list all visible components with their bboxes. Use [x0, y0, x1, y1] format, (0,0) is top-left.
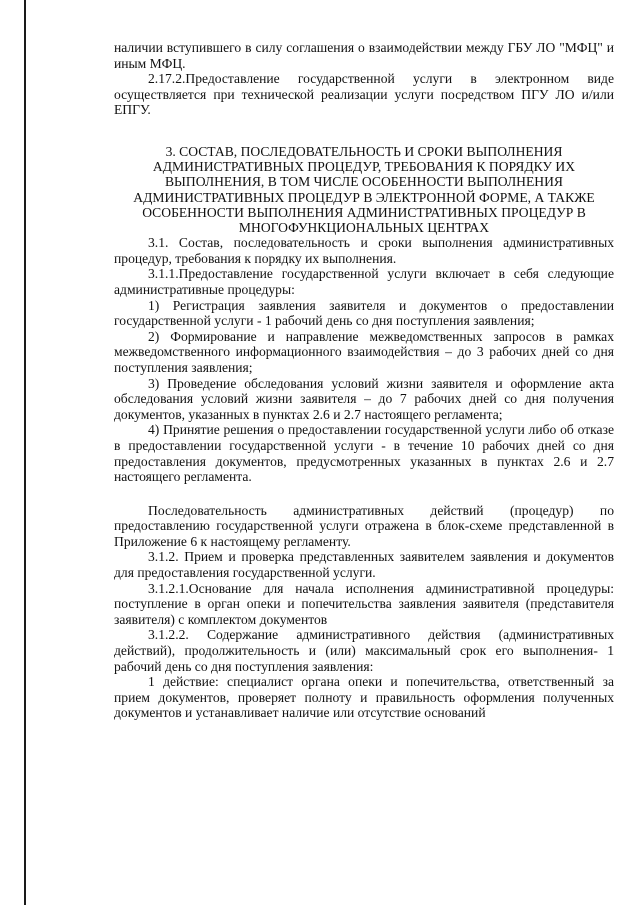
procedure-item-2: 2) Формирование и направление межведомственных запросов в рамках межведомственного информационного взаимодействия – до 3 рабочих дней со дня поступления заявления; — [114, 328, 614, 375]
paragraph-action-1: 1 действие: специалист органа опеки и попечительства, ответственный за прием документов, проверяет полноту и правильность оформления полученных документов и устанавливает наличие или отсутствие оснований — [114, 674, 614, 721]
paragraph-3-1-1: 3.1.1.Предоставление государственной услуги включает в себя следующие административные процедуры: — [114, 266, 614, 297]
paragraph-3-1-2-1: 3.1.2.1.Основание для начала исполнения административной процедуры: поступление в орган опеки и попечительства заявления заявителя (представителя заявителя) с комплектом документов — [114, 580, 614, 627]
section-heading: 3. СОСТАВ, ПОСЛЕДОВАТЕЛЬНОСТЬ И СРОКИ ВЫПОЛНЕНИЯ АДМИНИСТРАТИВНЫХ ПРОЦЕДУР, ТРЕБОВАНИЯ К ПОРЯДКУ ИХ ВЫПОЛНЕНИЯ, В ТОМ ЧИСЛЕ ОСОБЕННОСТИ ВЫПОЛНЕНИЯ АДМИНИСТРАТИВНЫХ ПРОЦЕДУР В ЭЛЕКТРОННОЙ ФОРМЕ, А ТАКЖЕ ОСОБЕННОСТИ ВЫПОЛНЕНИЯ АДМИНИСТРАТИВНЫХ ПРОЦЕДУР В МНОГОФУНКЦИОНАЛЬНЫХ ЦЕНТРАХ — [133, 143, 595, 235]
paragraph-sequence: Последовательность административных действий (процедур) по предоставлению государственной услуги отражена в блок-схеме представленной в Приложение 6 к настоящему регламенту. — [114, 502, 614, 549]
procedure-item-1: 1) Регистрация заявления заявителя и документов о предоставлении государственной услуги - 1 рабочий день со дня поступления заявления; — [114, 297, 614, 329]
paragraph-3-1-2-2: 3.1.2.2. Содержание административного действия (административных действий), продолжительность и (или) максимальный срок его выполнения- 1 рабочий день со дня поступления заявления: — [114, 627, 614, 674]
spacer — [114, 118, 614, 144]
spacer — [114, 485, 614, 503]
procedure-item-3: 3) Проведение обследования условий жизни заявителя и оформление акта обследования условий жизни заявителя – до 7 рабочих дней со дня получения документов, указанных в пунктах 2.6 и 2.7 настоящего регламента; — [114, 375, 614, 422]
document-body — [114, 40, 614, 721]
intro-continuation-paragraph: наличии вступившего в силу соглашения о взаимодействии между ГБУ ЛО "МФЦ" и иным МФЦ. — [114, 40, 614, 71]
paragraph-3-1-2: 3.1.2. Прием и проверка представленных заявителем заявления и документов для предоставления государственной услуги. — [114, 549, 614, 581]
procedure-item-4: 4) Принятие решения о предоставлении государственной услуги либо об отказе в предоставлении государственной услуги - в течение 10 рабочих дней со дня предоставления документов, предусмотренных указанных в пунктах 2.6 и 2.7 настоящего регламента. — [114, 422, 614, 485]
paragraph-2-17-2: 2.17.2.Предоставление государственной услуги в электронном виде осуществляется при технической реализации услуги посредством ПГУ ЛО и/или ЕПГУ. — [114, 71, 614, 118]
left-margin-rule — [24, 0, 26, 905]
paragraph-3-1: 3.1. Состав, последовательность и сроки выполнения административных процедур, требования к порядку их выполнения. — [114, 235, 614, 266]
